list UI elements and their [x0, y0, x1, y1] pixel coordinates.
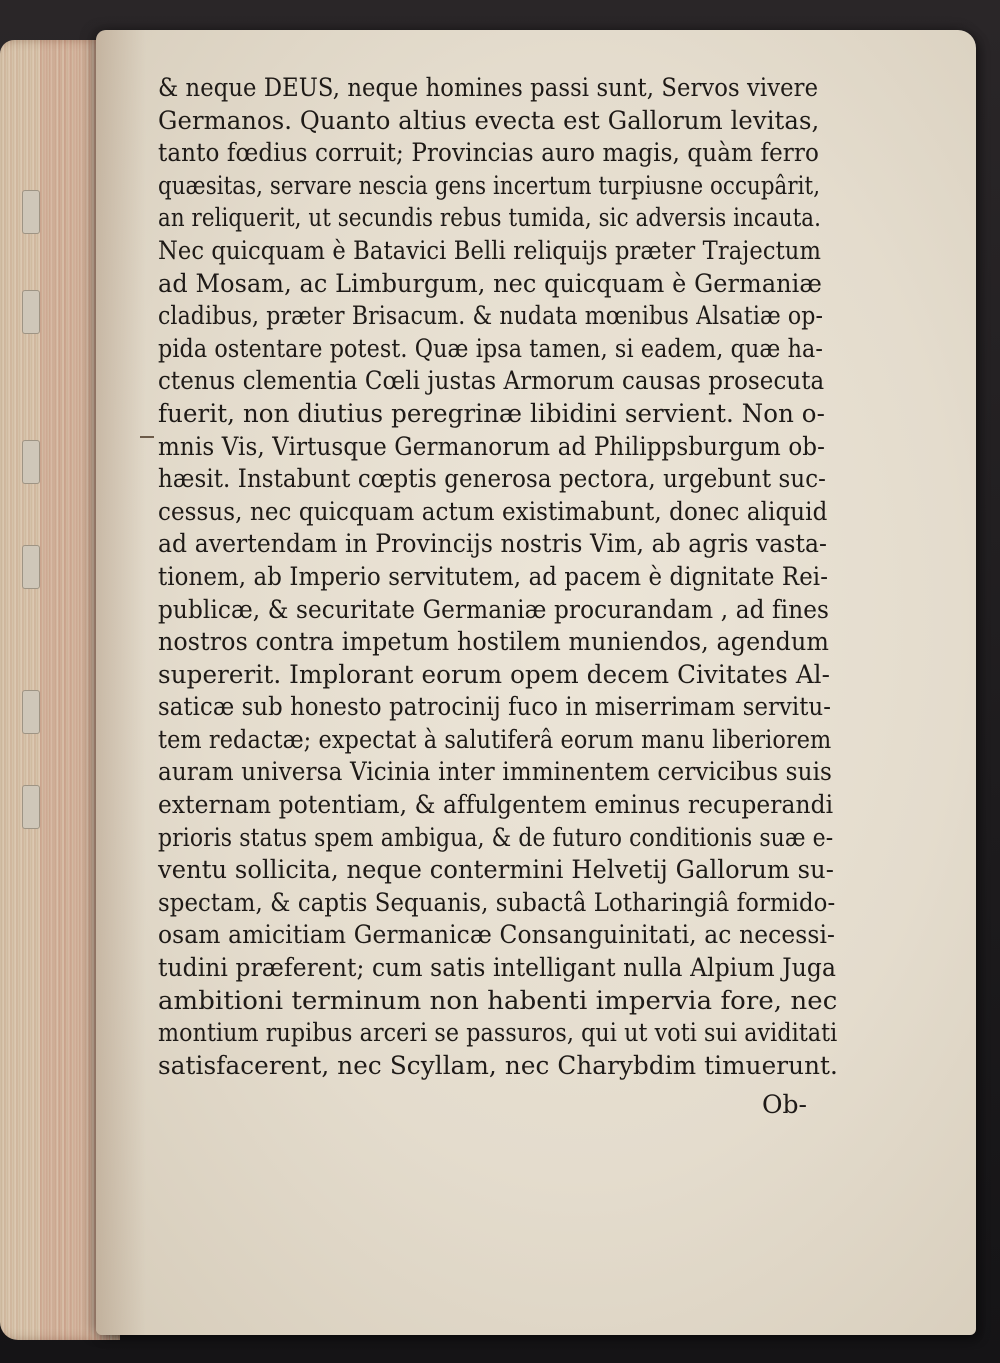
text-line: ctenus clementia Cœli justas Armorum causas prosecuta: [158, 366, 825, 396]
text-line: osam amicitiam Germanicæ Consanguinitati, ac necessi-: [158, 920, 836, 950]
text-line: mnis Vis, Virtusque Germanorum ad Philippsburgum ob-: [158, 431, 826, 461]
text-line: nostros contra impetum hostilem muniendos, agendum: [158, 627, 829, 657]
text-line: publicæ, & securitate Germaniæ procurandam , ad fines: [158, 594, 830, 624]
text-line: cladibus, præter Brisacum. & nudata mœnibus Alsatiæ op-: [158, 301, 824, 331]
text-line: supererit. Implorant eorum opem decem Civitates Al-: [158, 659, 831, 689]
text-line: montium rupibus arceri se passuros, qui ut voti sui aviditati: [158, 1018, 838, 1048]
text-line: spectam, & captis Sequanis, subactâ Lotharingiâ formido-: [158, 887, 836, 917]
body-text: [158, 72, 848, 1082]
text-line: hæsit. Instabunt cœptis generosa pectora, urgebunt suc-: [158, 464, 826, 494]
text-line: ad Mosam, ac Limburgum, nec quicquam è Germaniæ: [158, 268, 823, 298]
page-tab: [22, 290, 40, 334]
text-line: tionem, ab Imperio servitutem, ad pacem è dignitate Rei-: [158, 561, 829, 591]
text-line: Nec quicquam è Batavici Belli reliquijs præter Trajectum: [158, 235, 821, 265]
text-line: & neque DEUS, neque homines passi sunt, Servos vivere: [158, 73, 819, 102]
text-line: externam potentiam, & affulgentem eminus recuperandi: [158, 790, 834, 820]
page-tab: [22, 690, 40, 734]
page-tab: [22, 545, 40, 589]
text-line: cessus, nec quicquam actum existimabunt, donec aliquid: [158, 496, 828, 526]
catchword: Ob-: [762, 1090, 807, 1119]
page-tab: [22, 190, 40, 234]
page-tab: [22, 785, 40, 829]
text-line: ventu sollicita, neque contermini Helvetij Gallorum su-: [158, 855, 834, 885]
text-line: satisfacerent, nec Scyllam, nec Charybdim timuerunt.: [158, 1050, 838, 1080]
text-line: an reliquerit, ut secundis rebus tumida, sic adversis incauta.: [158, 203, 822, 233]
text-line: prioris status spem ambigua, & de futuro conditionis suæ e-: [158, 822, 834, 852]
page-tab: [22, 440, 40, 484]
text-line: quæsitas, servare nescia gens incertum turpiusne occupârit,: [158, 170, 821, 200]
text-line: ad avertendam in Provincijs nostris Vim, ab agris vasta-: [158, 529, 828, 559]
text-line: auram universa Vicinia inter imminentem cervicibus suis: [158, 757, 833, 787]
text-line: Germanos. Quanto altius evecta est Gallorum levitas,: [158, 105, 820, 135]
text-line: tudini præferent; cum satis intelligant nulla Alpium Juga: [158, 953, 837, 983]
text-line: tanto fœdius corruit; Provincias auro magis, quàm ferro: [158, 138, 820, 168]
text-line: pida ostentare potest. Quæ ipsa tamen, si eadem, quæ ha-: [158, 333, 823, 363]
text-line: saticæ sub honesto patrocinij fuco in miserrimam servitu-: [158, 692, 832, 722]
text-line: ambitioni terminum non habenti impervia fore, nec: [158, 985, 838, 1015]
text-line: fuerit, non diutius peregrinæ libidini servient. Non o-: [158, 398, 825, 428]
text-line: tem redactæ; expectat à salutiferâ eorum manu liberiorem: [158, 724, 832, 754]
margin-mark: [140, 436, 154, 438]
